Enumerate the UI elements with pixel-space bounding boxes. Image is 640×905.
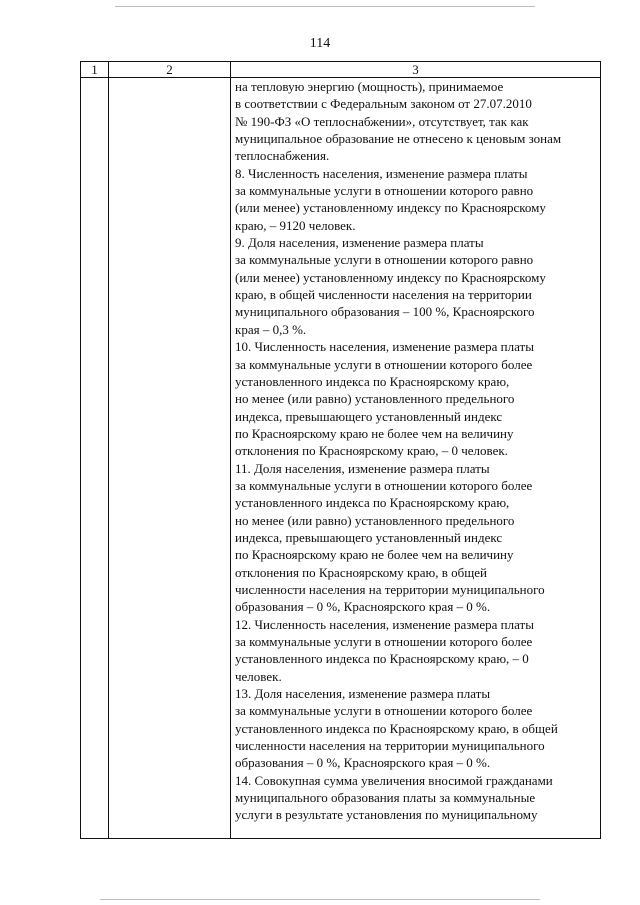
text-line: 14. Совокупная сумма увеличения вносимой гражданами [235,772,553,788]
body-col-3 [231,78,601,839]
body-col-2 [109,78,231,839]
text-line: 9. Доля населения, изменение размера платы [235,235,484,251]
page-number: 114 [309,36,331,51]
text-line: краю, в общей численности населения на территории [235,287,532,303]
text-line: муниципального образования платы за коммунальные [235,790,536,806]
text-line: человек. [235,668,282,684]
text-line: установленного индекса по Красноярскому краю, – 0 [235,651,529,667]
text-line: образования – 0 %, Красноярского края – 0 %. [235,599,491,615]
text-line: индекса, превышающего установленный индекс [235,529,503,545]
text-line: № 190-ФЗ «О теплоснабжении», отсутствует, так как [235,113,529,129]
scan-top-line [115,6,535,7]
text-line: 13. Доля населения, изменение размера платы [235,686,491,702]
text-line: за коммунальные услуги в отношении которого более [235,356,533,372]
text-line: (или менее) установленному индексу по Красноярскому [235,200,546,216]
text-line: численности населения на территории муниципального [235,581,545,597]
text-line: (или менее) установленному индексу по Красноярскому [235,269,546,285]
text-line: 10. Численность населения, изменение размера платы [235,339,534,355]
text-line: 12. Численность населения, изменение размера платы [235,616,534,632]
text-line: отклонения по Красноярскому краю, – 0 человек. [235,443,508,459]
header-col-1: 1 [81,62,109,78]
text-line: краю, – 9120 человек. [235,217,356,233]
text-line: отклонения по Красноярскому краю, в общей [235,564,487,580]
text-line: за коммунальные услуги в отношении которого более [235,477,533,493]
text-line: численности населения на территории муниципального [235,738,545,754]
col3-text [231,78,600,824]
text-line: 8. Численность населения, изменение размера платы [235,165,528,181]
text-line: на тепловую энергию (мощность), принимаемое [235,79,504,94]
text-line: теплоснабжения. [235,148,330,164]
text-line: услуги в результате установления по муниципальному [235,807,538,823]
text-line: за коммунальные услуги в отношении которого равно [235,183,534,199]
text-line: за коммунальные услуги в отношении которого равно [235,252,534,268]
table-header-row [81,62,601,78]
text-line: по Красноярскому краю не более чем на величину [235,425,514,441]
text-line: но менее (или равно) установленного предельного [235,512,515,528]
scan-bottom-line [100,899,540,900]
document-table [80,61,601,839]
header-col-3: 3 [231,62,601,78]
table-body-row [81,78,601,839]
text-line: установленного индекса по Красноярскому краю, [235,373,510,389]
text-line: установленного индекса по Красноярскому краю, в общей [235,720,558,736]
text-line: но менее (или равно) установленного предельного [235,391,515,407]
text-line: муниципального образования – 100 %, Красноярского [235,304,535,320]
body-col-1 [81,78,109,839]
text-line: образования – 0 %, Красноярского края – 0 %. [235,755,491,771]
text-line: края – 0,3 %. [235,321,307,337]
text-line: за коммунальные услуги в отношении которого более [235,634,533,649]
text-line: по Красноярскому краю не более чем на величину [235,547,514,563]
text-line: в соответствии с Федеральным законом от 27.07.2010 [235,96,532,112]
text-line: установленного индекса по Красноярскому краю, [235,495,510,511]
header-col-2: 2 [109,62,231,78]
text-line: 11. Доля населения, изменение размера платы [235,460,490,476]
text-line: муниципальное образование не отнесено к ценовым зонам [235,131,562,147]
text-line: за коммунальные услуги в отношении которого более [235,703,533,719]
text-line: индекса, превышающего установленный индекс [235,408,503,424]
